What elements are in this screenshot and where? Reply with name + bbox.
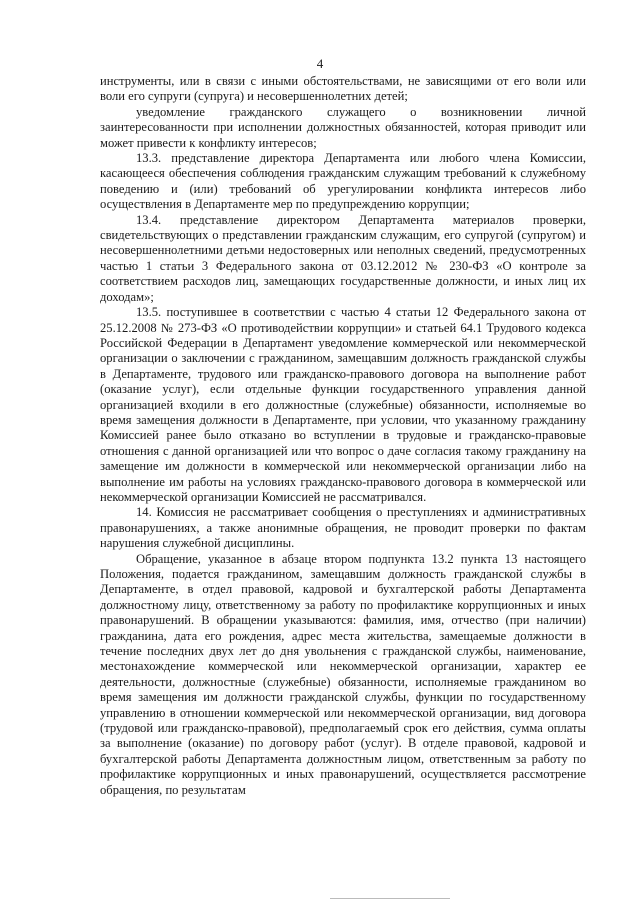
- paragraph-13-4: 13.4. представление директором Департамента материалов проверки, свидетельствующих о представлении гражданским служащим, его супругой (супругом) и несовершеннолетними детьми недостоверных или неполных сведений, предусмотренных частью 1 статьи 3 Федерального закона от 03.12.2012 № 230-ФЗ «О контроле за соответствием расходов лиц, замещающих государственные должности, и иных лиц их доходам»;: [100, 212, 586, 304]
- page-number: 4: [316, 56, 324, 71]
- paragraph-13-3: 13.3. представление директора Департамента или любого члена Комиссии, касающееся обеспечения соблюдения гражданским служащим требований к служебному поведению и (или) требований об урегулировании конфликта интересов либо осуществления в Департаменте мер по предупреждению коррупции;: [100, 151, 586, 212]
- paragraph-continuation: инструменты, или в связи с иными обстоятельствами, не зависящими от его воли или воли его супруги (супруга) и несовершеннолетних детей;: [100, 74, 586, 104]
- paragraph-appeal: Обращение, указанное в абзаце втором подпункта 13.2 пункта 13 настоящего Положения, подается гражданином, замещавшим должность гражданской службы в Департаменте, в отдел правовой, кадровой и бухгалтерской работы Департамента должностному лицу, ответственному за работу по профилактике коррупционных и иных правонарушений. В обращении указываются: фамилия, имя, отчество (при наличии) гражданина, дата его рождения, адрес места жительства, замещаемые должности в течение последних двух лет до дня увольнения с гражданской службы, наименование, местонахождение коммерческой или некоммерческой организации, характер ее деятельности, должностные (служебные) обязанности, исполняемые гражданином во время замещения им должности гражданской службы, функции по государственному управлению в отношении коммерческой или некоммерческой организации, вид договора (трудовой или гражданско-правовой), предполагаемый срок его действия, сумма оплаты за выполнение (оказание) по договору работ (услуг). В отделе правовой, кадровой и бухгалтерской работы Департамента должностным лицом, ответственным за работу по профилактике коррупционных и иных правонарушений, осуществляется рассмотрение обращения, по результатам: [100, 551, 586, 797]
- footer-divider: [330, 898, 450, 899]
- paragraph-notification: уведомление гражданского служащего о возникновении личной заинтересованности при исполнении должностных обязанностей, которая приводит или может привести к конфликту интересов;: [100, 104, 586, 150]
- paragraph-13-5: 13.5. поступившее в соответствии с частью 4 статьи 12 Федерального закона от 25.12.2008 № 273-ФЗ «О противодействии коррупции» и статьей 64.1 Трудового кодекса Российской Федерации в Департамент уведомление коммерческой или некоммерческой организации о заключении с гражданином, замещавшим должность гражданской службы в Департаменте, трудового или гражданско-правового договора на выполнение работ (оказание услуг), если отдельные функции государственного управления данной организацией входили в его должностные (служебные) обязанности, исполняемые во время замещения должности в Департаменте, при условии, что указанному гражданину Комиссией ранее было отказано во вступлении в трудовые и гражданско-правовые отношения с данной организацией или что вопрос о даче согласия такому гражданину на замещение им должности в коммерческой или некоммерческой организации либо на выполнение им работы на условиях гражданско-правового договора в коммерческой или некоммерческой организации Комиссией не рассматривался.: [100, 305, 586, 504]
- document-body: [100, 74, 586, 798]
- paragraph-14: 14. Комиссия не рассматривает сообщения о преступлениях и административных правонарушениях, а также анонимные обращения, не проводит проверки по фактам нарушения служебной дисциплины.: [100, 505, 586, 551]
